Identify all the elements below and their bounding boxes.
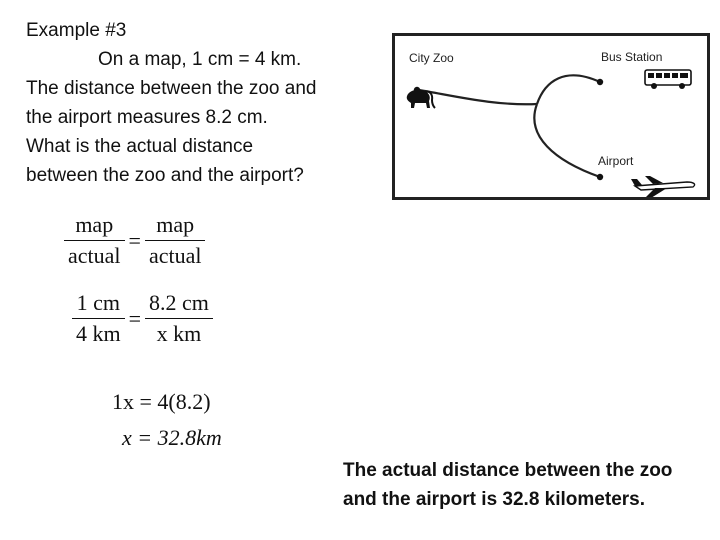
bus-station-label: Bus Station xyxy=(601,50,663,64)
fraction-map-actual-right xyxy=(145,212,206,269)
setup-equation xyxy=(72,290,213,347)
equals-sign: = xyxy=(128,227,141,253)
example-heading: Example #3 xyxy=(26,20,127,41)
fraction-denominator: actual xyxy=(68,243,121,268)
fraction-map-actual-left xyxy=(64,212,125,269)
problem-line: between the zoo and the airport? xyxy=(26,165,304,186)
fraction-denominator: 4 km xyxy=(76,321,121,346)
road-junction-bus-2 xyxy=(537,82,600,104)
bus-station-dot xyxy=(597,79,603,85)
problem-statement xyxy=(26,16,376,190)
map-figure xyxy=(392,33,710,200)
fraction-denominator: x km xyxy=(156,321,202,346)
airport-dot xyxy=(597,174,603,180)
fraction-scale xyxy=(72,290,125,347)
fraction-numerator: 8.2 cm xyxy=(145,290,213,319)
solve-step-1: 1x = 4(8.2) xyxy=(112,389,211,414)
fraction-unknown xyxy=(145,290,213,347)
fraction-numerator: 1 cm xyxy=(72,290,125,319)
road-zoo-junction xyxy=(419,90,537,104)
equals-sign: = xyxy=(128,305,142,331)
problem-line: the airport measures 8.2 cm. xyxy=(26,107,268,128)
airplane-icon xyxy=(631,176,695,197)
problem-line: What is the actual distance xyxy=(26,136,254,157)
fraction-numerator: map xyxy=(64,212,125,241)
answer-text: The actual distance between the zoo and the airport is 32.8 kilometers. xyxy=(343,460,673,510)
bus-icon xyxy=(645,70,691,89)
problem-line-scale: On a map, 1 cm = 4 km. xyxy=(98,49,302,70)
airport-label: Airport xyxy=(598,154,634,168)
road-junction-bus xyxy=(537,75,600,104)
fraction-denominator: actual xyxy=(148,243,202,268)
solve-step-2: x = 32.8km xyxy=(122,425,222,450)
proportion-equation xyxy=(64,212,205,269)
city-zoo-label: City Zoo xyxy=(409,51,454,65)
problem-line: The distance between the zoo and xyxy=(26,78,317,99)
road-junction-airport xyxy=(534,104,600,177)
fraction-numerator: map xyxy=(145,212,206,241)
elephant-icon xyxy=(407,90,435,108)
